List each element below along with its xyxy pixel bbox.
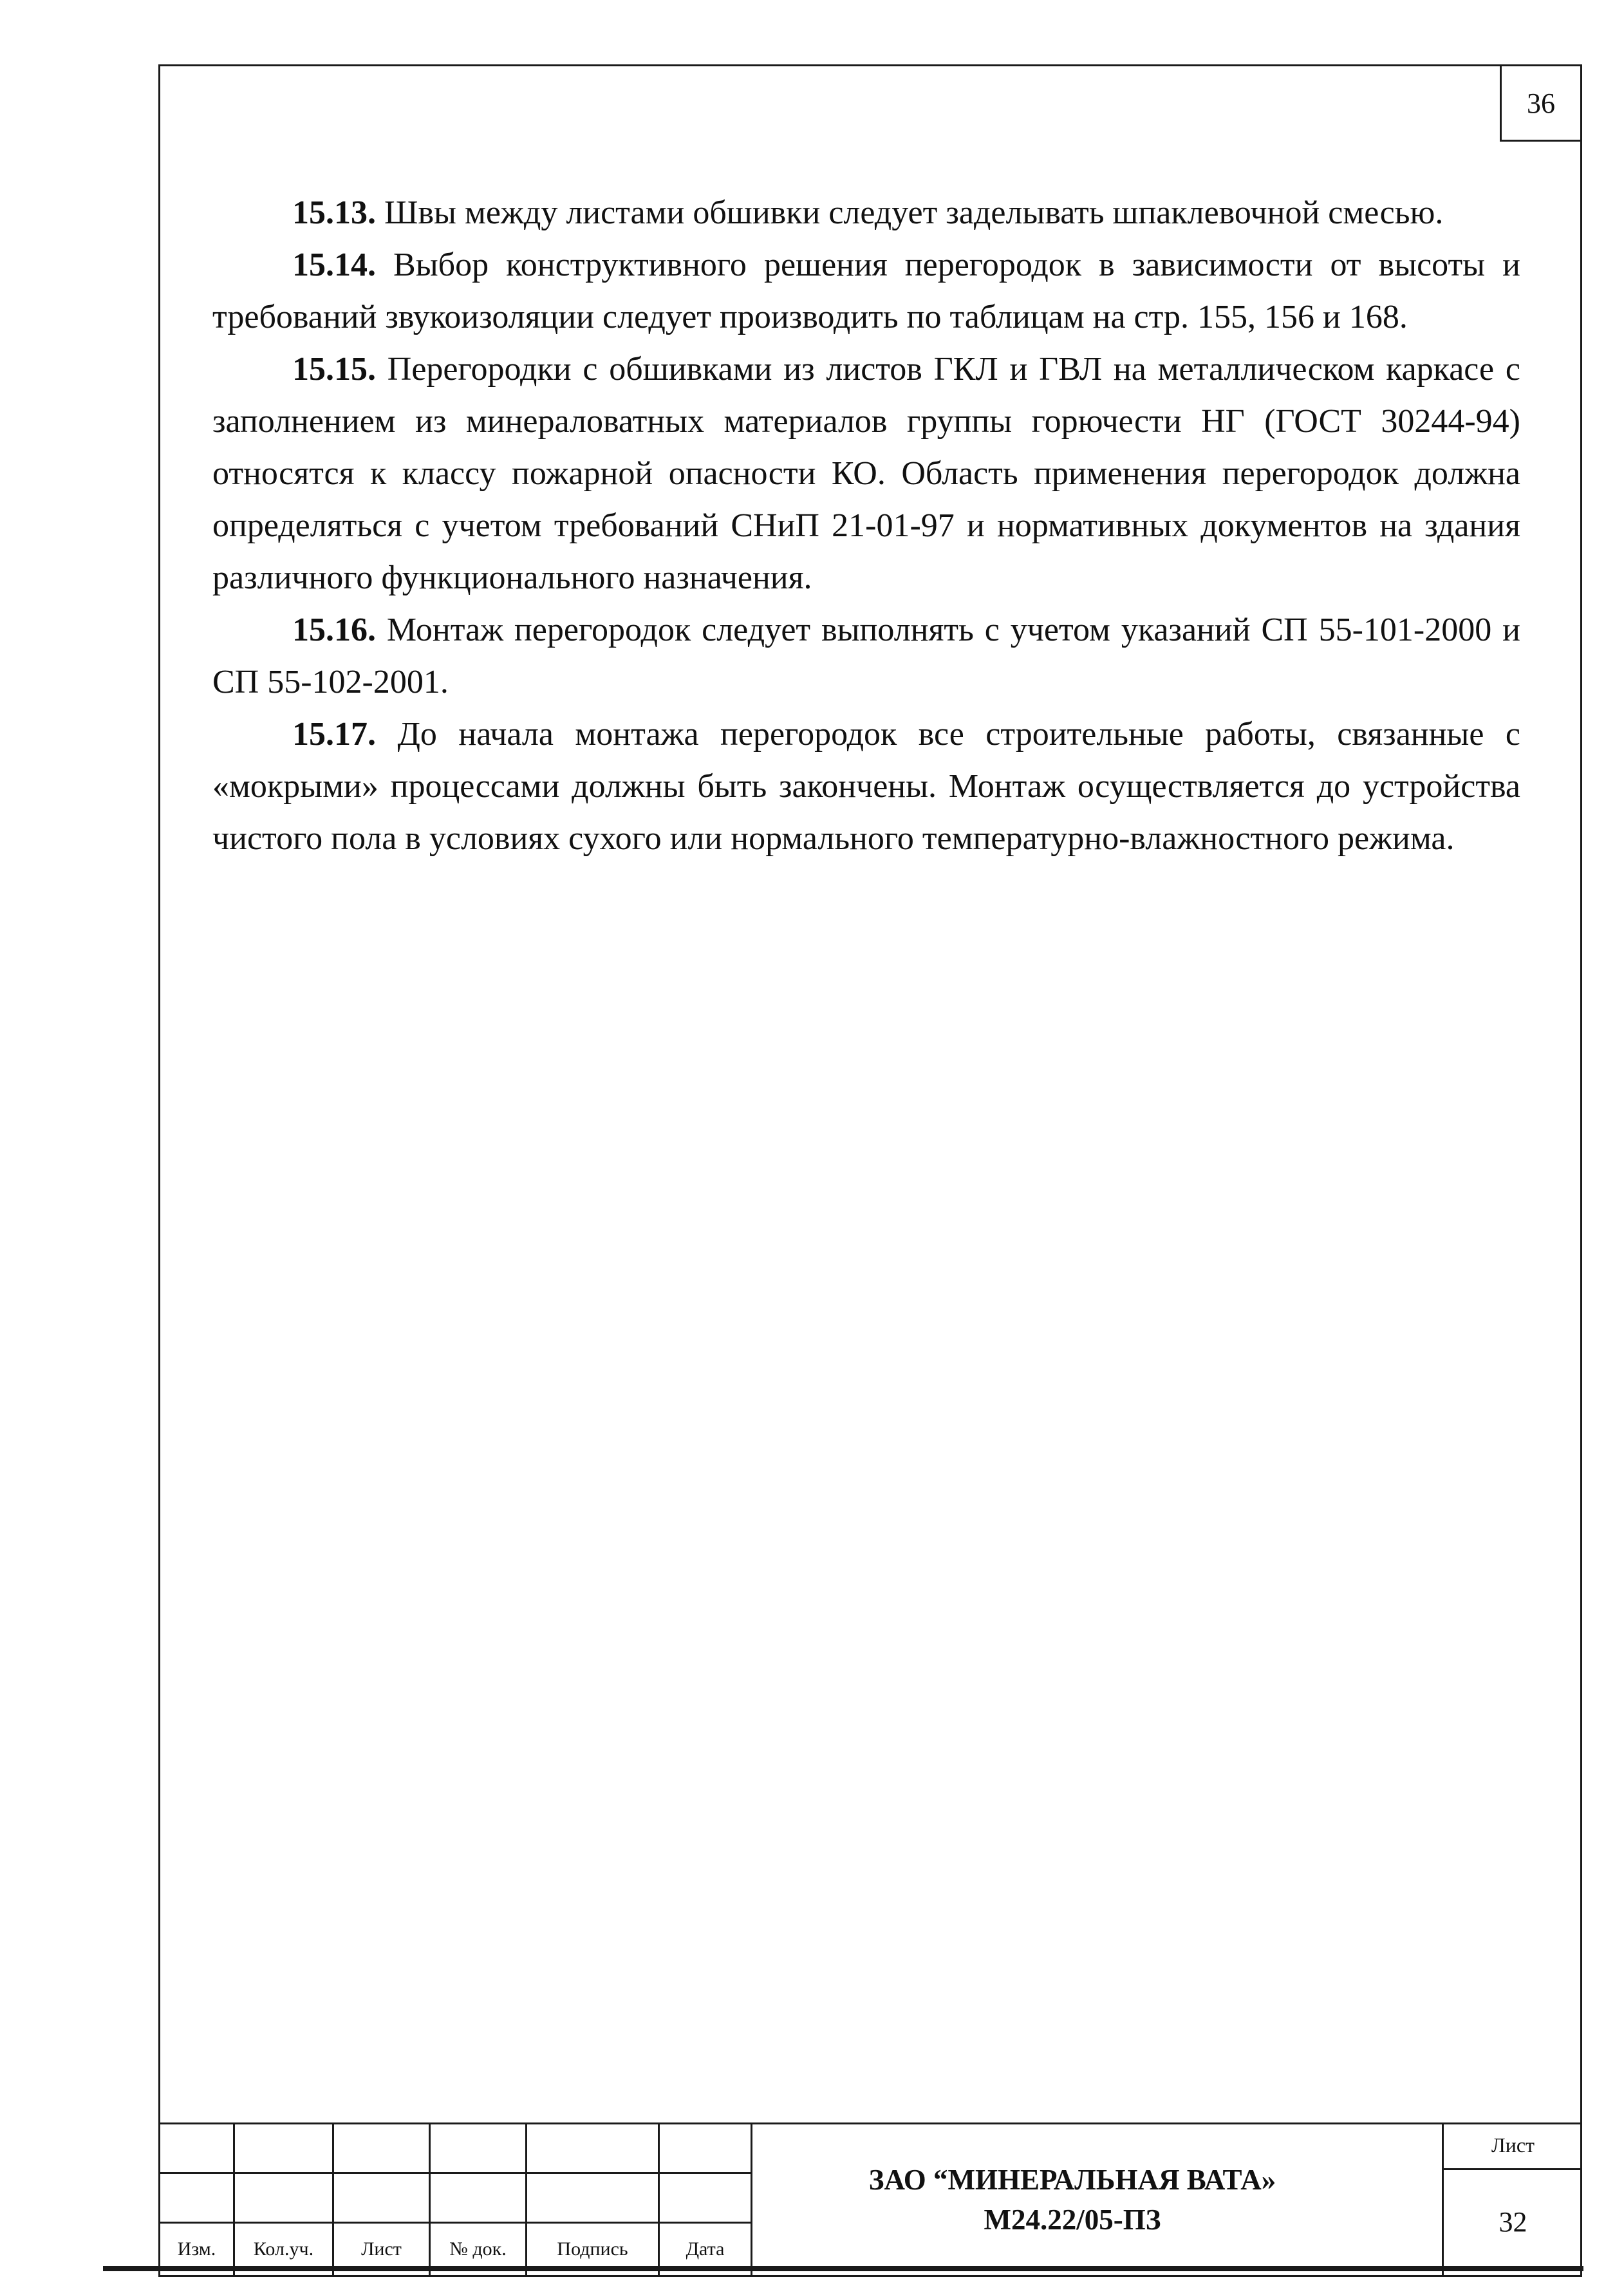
paragraph-number: 15.17. <box>292 716 376 753</box>
sheet-label: Лист <box>1444 2122 1582 2170</box>
paragraph-15-17 <box>212 708 1520 865</box>
sheet-number: 32 <box>1498 2206 1527 2238</box>
paragraph-text: Выбор конструктивного решения перегородок в зависимости от высоты и требований звукоизоляции следует производить по таблицам на стр. 155, 156 и 168. <box>212 247 1520 335</box>
col-change: Изм. <box>160 2223 234 2276</box>
paragraph-15-14 <box>212 239 1520 343</box>
paragraph-text: Перегородки с обшивками из листов ГКЛ и ГВЛ на металлическом каркасе с заполнением из минераловатных материалов группы горючести НГ (ГОСТ 30244-94) относятся к классу пожарной опасности КО. Область применения перегородок должна определяться с учетом требований СНиП 21-01-97 и нормативных документов на здания различного функционального назначения. <box>212 351 1520 596</box>
sheet-box <box>1442 2122 1582 2277</box>
col-sheet: Лист <box>333 2223 430 2276</box>
paragraph-15-15 <box>212 343 1520 604</box>
revision-row <box>160 2173 752 2223</box>
revision-table <box>158 2122 752 2277</box>
col-doc-no: № док. <box>430 2223 527 2276</box>
bottom-rule <box>103 2266 1583 2271</box>
paragraph-15-13 <box>212 187 1520 239</box>
paragraph-15-16 <box>212 604 1520 708</box>
revision-row <box>160 2124 752 2173</box>
paragraph-text: До начала монтажа перегородок все строительные работы, связанные с «мокрыми» процессами должны быть закончены. Монтаж осуществляется до устройства чистого пола в условиях сухого или нормального температурно-влажностного режима. <box>212 716 1520 857</box>
paragraph-text: Швы между листами обшивки следует заделывать шпаклевочной смесью. <box>376 194 1444 231</box>
col-date: Дата <box>659 2223 752 2276</box>
paragraph-number: 15.13. <box>292 194 376 231</box>
page-number-box <box>1500 64 1582 142</box>
document-code: М24.22/05-ПЗ <box>984 2204 1161 2236</box>
title-block <box>158 2122 1582 2277</box>
col-qty: Кол.уч. <box>234 2223 333 2276</box>
paragraph-number: 15.14. <box>292 247 376 283</box>
page-number: 36 <box>1527 87 1555 119</box>
paragraph-number: 15.15. <box>292 351 376 388</box>
paragraph-number: 15.16. <box>292 612 376 648</box>
body-text <box>212 187 1520 865</box>
col-signature: Подпись <box>527 2223 659 2276</box>
title-block-organization <box>751 2122 1394 2277</box>
paragraph-text: Монтаж перегородок следует выполнять с учетом указаний СП 55-101-2000 и СП 55-102-2001. <box>212 612 1520 700</box>
organization-name: ЗАО “МИНЕРАЛЬНАЯ ВАТА» <box>868 2164 1276 2196</box>
